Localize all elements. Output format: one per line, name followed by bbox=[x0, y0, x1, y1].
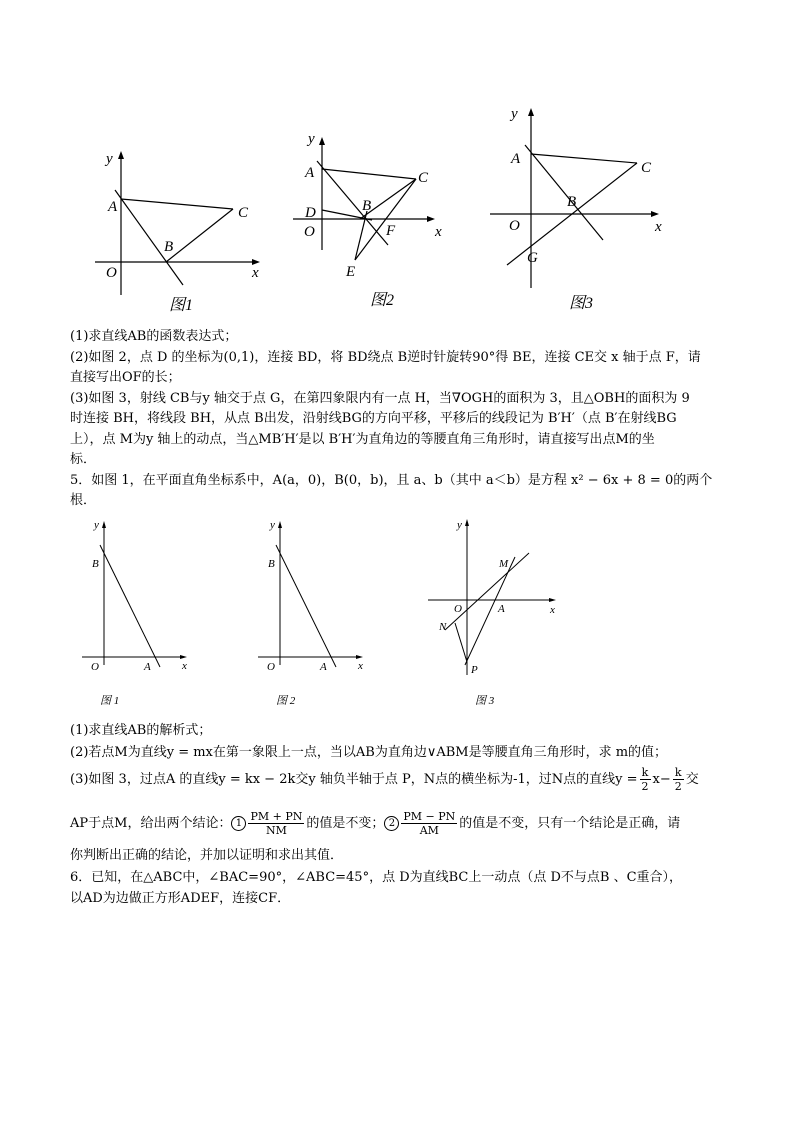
caption-fig2: 图2 bbox=[370, 292, 395, 309]
label-B: B bbox=[362, 198, 372, 214]
x-axis-arrow bbox=[356, 655, 363, 659]
label-x: x bbox=[655, 219, 662, 235]
fraction-denominator: AM bbox=[419, 824, 439, 837]
label-x: x bbox=[252, 265, 259, 281]
x-axis-arrow bbox=[180, 655, 187, 659]
x-axis-arrow bbox=[651, 211, 659, 217]
q5-part3-text-end: 交 bbox=[685, 772, 699, 787]
label-B: B bbox=[567, 194, 577, 210]
figure-2-top bbox=[290, 125, 460, 315]
label-A: A bbox=[498, 603, 505, 615]
segment-AC bbox=[531, 154, 637, 163]
label-O: O bbox=[106, 265, 117, 281]
label-B: B bbox=[268, 558, 275, 570]
label-A: A bbox=[511, 151, 521, 167]
q5-figure-2 bbox=[258, 515, 378, 710]
fraction-numerator: k bbox=[673, 766, 684, 780]
fraction-numerator: PM + PN bbox=[250, 810, 303, 823]
q5-part3-text-mid: x− bbox=[652, 772, 671, 787]
q5-part3-text-start: (3)如图 3，过点A 的直线y = kx − 2k交y 轴负半轴于点 P，N点的横坐标为-1，过N点的直线y = bbox=[70, 772, 638, 787]
label-G: G bbox=[527, 250, 538, 266]
q4-part3-line2: 时连接 BH，将线段 BH，从点 B出发，沿射线BG的方向平移，平移后的线段记为 B′H′（点 B′在射线BG bbox=[70, 411, 677, 426]
q6-line1: 6．已知，在△ABC中，∠BAC=90°，∠ABC=45°，点 D为直线BC上一动点（点 D不与点B 、C重合）， bbox=[70, 870, 683, 885]
x-axis-arrow bbox=[427, 216, 435, 222]
label-x: x bbox=[358, 660, 363, 672]
y-axis-arrow bbox=[465, 519, 469, 526]
q5-part3-line3: 你判断出正确的结论，并加以证明和求出其值． bbox=[70, 848, 344, 863]
label-A: A bbox=[108, 199, 118, 215]
line-AB bbox=[100, 545, 160, 667]
line-AB bbox=[276, 545, 336, 667]
line-AB bbox=[115, 190, 183, 285]
label-y: y bbox=[457, 519, 462, 531]
label-N: N bbox=[439, 621, 447, 633]
circled-number-2: 2 bbox=[384, 816, 399, 831]
q5-part1: (1)求直线AB的解析式； bbox=[70, 723, 212, 738]
caption-fig1: 图1 bbox=[169, 297, 194, 314]
segment-AC bbox=[121, 199, 233, 209]
label-y: y bbox=[511, 106, 518, 122]
segment-CB bbox=[166, 209, 233, 262]
fraction-conclusion-1 bbox=[248, 810, 304, 837]
label-O: O bbox=[91, 661, 99, 673]
y-axis-arrow bbox=[528, 108, 534, 116]
q6-line2: 以AD为边做正方形ADEF，连接CF． bbox=[70, 891, 291, 906]
label-C: C bbox=[641, 160, 652, 176]
q4-part3-line3: 上），点 M为y 轴上的动点，当△MB′H′是以 B′H′为直角边的等腰直角三角形时，请直接写出点M的坐 bbox=[70, 432, 655, 447]
caption-q5-fig3: 图 3 bbox=[475, 695, 495, 707]
q5-part3b-text-start: AP于点M，给出两个结论： bbox=[70, 816, 232, 831]
q5-intro-line1: 5．如图 1，在平面直角坐标系中，A(a，0)，B(0，b)，且 a、b（其中 a＜b）是方程 x² − 6x + 8 = 0的两个 bbox=[70, 473, 713, 488]
q5-part3-line2 bbox=[70, 810, 680, 837]
caption-fig3: 图3 bbox=[569, 295, 594, 312]
label-C: C bbox=[418, 170, 429, 186]
label-D: D bbox=[305, 205, 316, 221]
fraction-k-over-2-b bbox=[673, 766, 684, 793]
q4-part3-line4: 标． bbox=[70, 452, 97, 467]
label-C: C bbox=[238, 205, 249, 221]
label-A: A bbox=[305, 165, 315, 181]
fraction-denominator: 2 bbox=[641, 780, 649, 793]
label-A: A bbox=[320, 661, 327, 673]
fraction-numerator: PM − PN bbox=[403, 810, 456, 823]
x-axis-arrow bbox=[549, 598, 556, 602]
caption-q5-fig2: 图 2 bbox=[276, 695, 296, 707]
y-axis-arrow bbox=[319, 137, 325, 145]
label-E: E bbox=[346, 264, 356, 280]
label-M: M bbox=[499, 558, 509, 570]
line-AB bbox=[317, 161, 388, 245]
q4-part2-line1: (2)如图 2，点 D 的坐标为(0,1)，连接 BD，将 BD绕点 B逆时针旋转90°得 BE，连接 CE交 x 轴于点 F，请 bbox=[70, 350, 701, 365]
label-O: O bbox=[509, 218, 520, 234]
fraction-denominator: NM bbox=[265, 824, 287, 837]
y-axis-arrow bbox=[118, 151, 124, 159]
label-x: x bbox=[550, 604, 555, 616]
label-x: x bbox=[435, 224, 442, 240]
q4-part2-line2: 直接写出OF的长； bbox=[70, 370, 181, 385]
figure-3-top bbox=[485, 100, 685, 320]
label-y: y bbox=[106, 151, 113, 167]
q5-intro-line2: 根． bbox=[70, 493, 97, 508]
label-y: y bbox=[308, 131, 315, 147]
q5-part2: (2)若点M为直线y = mx在第一象限上一点，当以AB为直角边∨ABM是等腰直角三角形时，求 m的值； bbox=[70, 745, 668, 760]
segment-NP bbox=[455, 623, 467, 662]
q5-part3b-text-mid: 的值是不变； bbox=[306, 816, 385, 831]
label-y: y bbox=[270, 519, 275, 531]
fraction-denominator: 2 bbox=[674, 780, 682, 793]
fraction-numerator: k bbox=[640, 766, 651, 780]
caption-q5-fig1: 图 1 bbox=[100, 695, 120, 707]
q5-part3-line1 bbox=[70, 766, 699, 793]
q5-figure-3 bbox=[425, 515, 565, 710]
fraction-conclusion-2 bbox=[401, 810, 457, 837]
label-O: O bbox=[304, 224, 315, 240]
figure-1-top bbox=[80, 145, 280, 320]
label-x: x bbox=[182, 660, 187, 672]
y-axis-arrow bbox=[278, 521, 282, 528]
label-A: A bbox=[144, 661, 151, 673]
y-axis-arrow bbox=[102, 521, 106, 528]
label-O: O bbox=[454, 603, 462, 615]
circled-number-1: 1 bbox=[231, 816, 246, 831]
label-B: B bbox=[92, 558, 99, 570]
fraction-k-over-2 bbox=[640, 766, 651, 793]
label-B: B bbox=[164, 239, 174, 255]
label-y: y bbox=[94, 519, 99, 531]
label-P: P bbox=[471, 664, 478, 676]
label-O: O bbox=[267, 661, 275, 673]
q5-figure-1 bbox=[82, 515, 202, 710]
q5-part3b-text-end: 的值是不变，只有一个结论是正确，请 bbox=[459, 816, 681, 831]
q4-part1: (1)求直线AB的函数表达式； bbox=[70, 329, 238, 344]
label-F: F bbox=[386, 223, 396, 239]
q4-part3-line1: (3)如图 3，射线 CB与y 轴交于点 G，在第四象限内有一点 H，当∇OGH的面积为 3，且△OBH的面积为 9 bbox=[70, 391, 690, 406]
segment-AC bbox=[322, 169, 416, 179]
